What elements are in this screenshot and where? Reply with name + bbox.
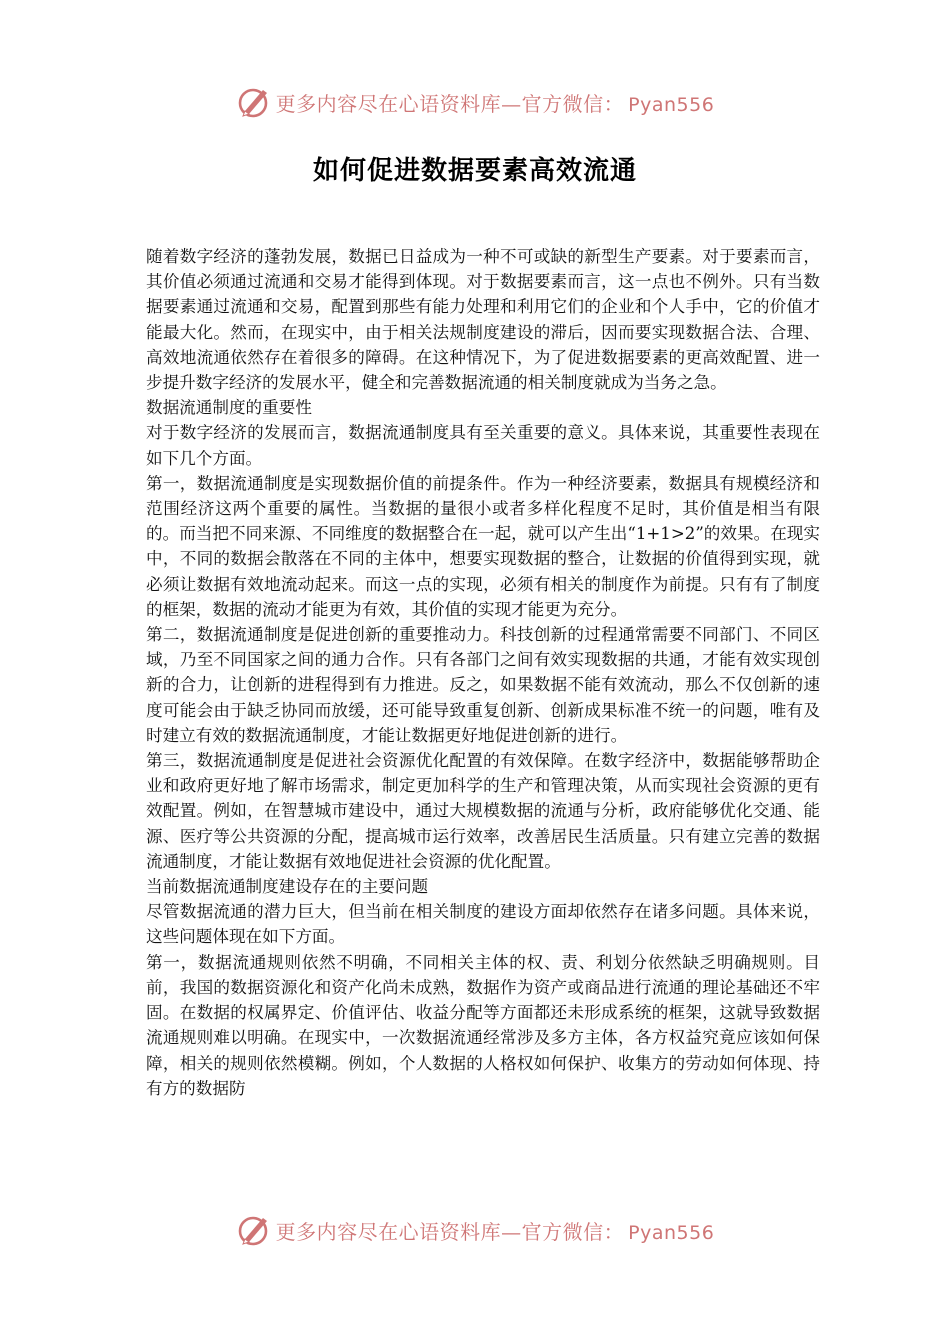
section1-intro-paragraph: 对于数字经济的发展而言，数据流通制度具有至关重要的意义。具体来说，其重要性表现在如下几个方面。	[146, 423, 820, 468]
header-watermark	[0, 80, 950, 124]
header-watermark-brand: Pyan556	[628, 93, 715, 116]
pen-logo-icon	[236, 84, 272, 120]
section1-point-2: 第二，数据流通制度是促进创新的重要推动力。科技创新的过程通常需要不同部门、不同区域，乃至不同国家之间的通力合作。只有各部门之间有效实现数据的共通，才能有效实现创新的合力，让创新的进程得到有力推进。反之，如果数据不能有效流动，那么不仅创新的速度可能会由于缺乏协同而放缓，还可能导致重复创新、创新成果标准不统一的问题，唯有及时建立有效的数据流通制度，才能让数据更好地促进创新的进行。	[146, 625, 820, 745]
section1-point-1: 第一，数据流通制度是实现数据价值的前提条件。作为一种经济要素，数据具有规模经济和范围经济这两个重要的属性。当数据的量很小或者多样化程度不足时，其价值是相当有限的。而当把不同来源、不同维度的数据整合在一起，就可以产生出“1+1>2”的效果。在现实中，不同的数据会散落在不同的主体中，想要实现数据的整合，让数据的价值得到实现，就必须让数据有效地流动起来。而这一点的实现，必须有相关的制度作为前提。只有有了制度的框架，数据的流动才能更为有效，其价值的实现才能更为充分。	[146, 473, 820, 619]
pen-logo-icon	[236, 1212, 272, 1248]
footer-watermark-text: 更多内容尽在心语资料库—官方微信： Pyan556	[275, 1219, 715, 1244]
section2-intro-paragraph: 尽管数据流通的潜力巨大，但当前在相关制度的建设方面却依然存在诸多问题。具体来说，这些问题体现在如下方面。	[146, 902, 820, 947]
section2-point-1: 第一，数据流通规则依然不明确，不同相关主体的权、责、利划分依然缺乏明确规则。目前，我国的数据资源化和资产化尚未成熟，数据作为资产或商品进行流通的理论基础还不牢固。在数据的权属界定、价值评估、收益分配等方面都还未形成系统的框架，这就导致数据流通规则难以明确。在现实中，一次数据流通经常涉及多方主体，各方权益究竟应该如何保障，相关的规则依然模糊。例如，个人数据的人格权如何保护、收集方的劳动如何体现、持有方的数据防	[146, 952, 820, 1098]
document-body	[146, 244, 820, 1101]
intro-paragraph: 随着数字经济的蓬勃发展，数据已日益成为一种不可或缺的新型生产要素。对于要素而言，其价值必须通过流通和交易才能得到体现。对于数据要素而言，这一点也不例外。只有当数据要素通过流通和交易，配置到那些有能力处理和利用它们的企业和个人手中，它的价值才能最大化。然而，在现实中，由于相关法规制度建设的滞后，因而要实现数据合法、合理、高效地流通依然存在着很多的障碍。在这种情况下，为了促进数据要素的更高效配置、进一步提升数字经济的发展水平，健全和完善数据流通的相关制度就成为当务之急。	[146, 247, 820, 393]
section-heading-problems: 当前数据流通制度建设存在的主要问题	[146, 877, 429, 897]
section-heading-importance: 数据流通制度的重要性	[146, 398, 312, 418]
footer-watermark	[0, 1208, 950, 1252]
document-title: 如何促进数据要素高效流通	[312, 156, 637, 186]
section1-point-3: 第三，数据流通制度是促进社会资源优化配置的有效保障。在数字经济中，数据能够帮助企业和政府更好地了解市场需求，制定更加科学的生产和管理决策，从而实现社会资源的更有效配置。例如，在智慧城市建设中，通过大规模数据的流通与分析，政府能够优化交通、能源、医疗等公共资源的分配，提高城市运行效率，改善居民生活质量。只有建立完善的数据流通制度，才能让数据有效地促进社会资源的优化配置。	[146, 751, 820, 871]
footer-watermark-brand: Pyan556	[628, 1221, 715, 1244]
header-watermark-text: 更多内容尽在心语资料库—官方微信： Pyan556	[275, 91, 715, 116]
